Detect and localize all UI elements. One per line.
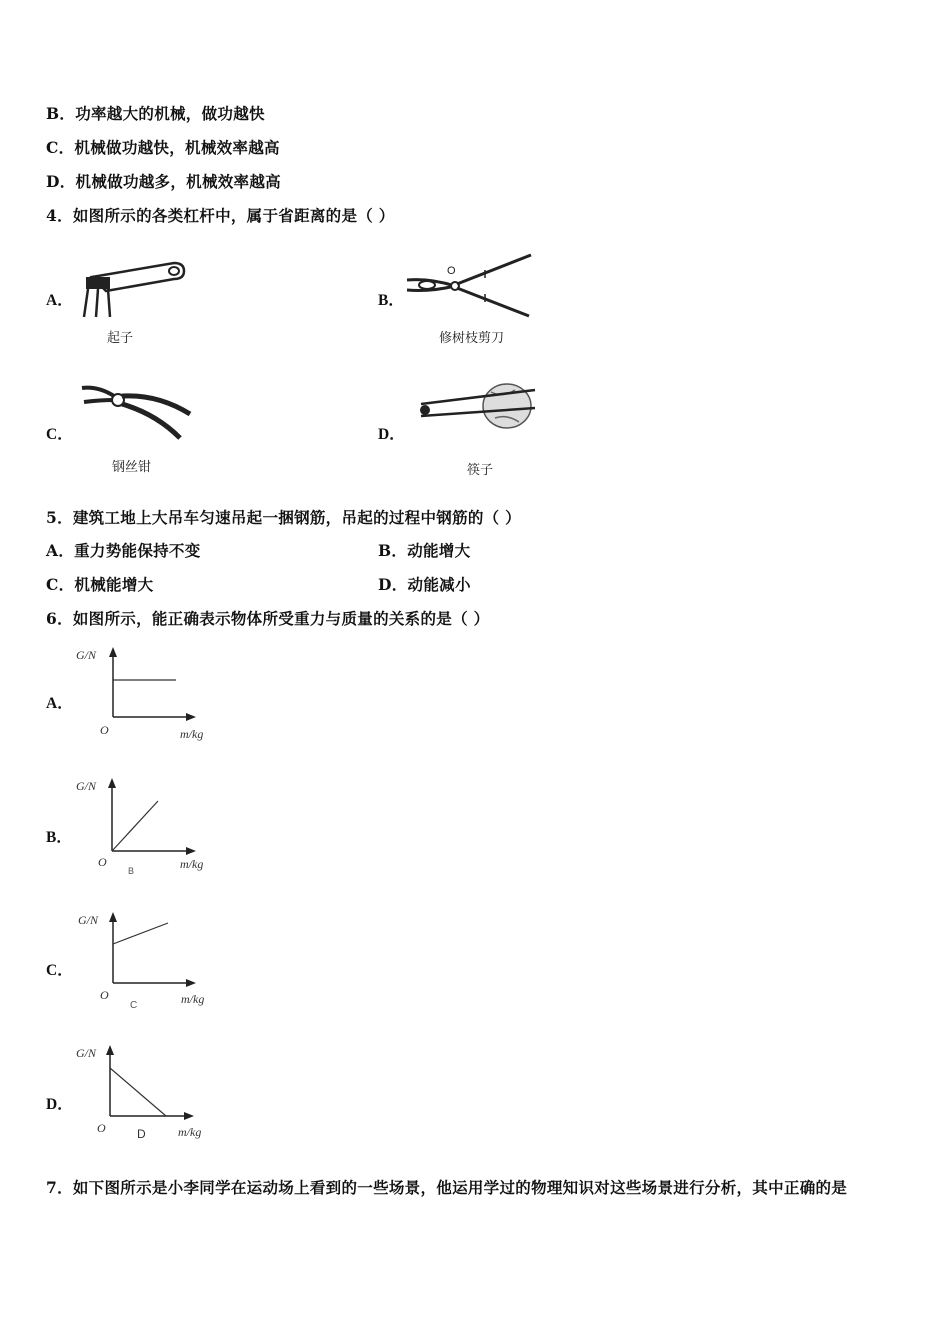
q6-option-d-letter: D． xyxy=(46,1096,73,1113)
q6-stem: 6．如图所示，能正确表示物体所受重力与质量的关系的是（ ） xyxy=(46,609,490,628)
q3-option-b: B．功率越大的机械，做功越快 xyxy=(46,104,265,123)
graph-b-sub-label: B xyxy=(128,866,135,876)
pruning-shears-figure xyxy=(405,250,535,320)
graph-c xyxy=(70,910,220,1010)
q6-option-b-letter: B． xyxy=(46,829,72,846)
graph-b-x-label: m/kg xyxy=(180,857,204,871)
graph-b-origin: O xyxy=(98,855,107,869)
q4-option-a-caption: 起子 xyxy=(107,331,134,346)
q5-option-b: B．动能增大 xyxy=(378,541,471,560)
q4-option-a-letter: A． xyxy=(46,292,73,309)
graph-d-origin: O xyxy=(97,1121,106,1135)
q5-option-c: C．机械能增大 xyxy=(46,575,154,594)
graph-a-x-label: m/kg xyxy=(180,727,204,741)
q4-option-b-letter: B． xyxy=(378,292,404,309)
q5-option-a: A．重力势能保持不变 xyxy=(46,541,201,560)
graph-c-sub-label: C xyxy=(130,1000,138,1010)
graph-d-x-label: m/kg xyxy=(178,1125,202,1139)
graph-c-origin: O xyxy=(100,988,109,1002)
graph-a-y-label: G/N xyxy=(76,648,97,662)
graph-d-y-label: G/N xyxy=(76,1046,97,1060)
chopsticks-figure xyxy=(415,378,540,438)
q3-option-c: C．机械做功越快，机械效率越高 xyxy=(46,138,280,157)
q5-option-d: D．动能减小 xyxy=(378,575,471,594)
q6-option-c-letter: C． xyxy=(46,962,73,979)
q3-option-d: D．机械做功越多，机械效率越高 xyxy=(46,172,281,191)
bottle-opener-figure xyxy=(78,255,188,320)
graph-d-sub-label: D xyxy=(137,1127,146,1141)
graph-c-y-label: G/N xyxy=(78,913,99,927)
svg-text:O: O xyxy=(447,265,456,277)
graph-a xyxy=(70,645,220,745)
q4-option-c-letter: C． xyxy=(46,426,73,443)
pliers-figure xyxy=(78,380,198,445)
q4-option-c-caption: 钢丝钳 xyxy=(112,460,152,475)
graph-d xyxy=(70,1043,220,1143)
q4-option-d-letter: D． xyxy=(378,426,405,443)
q6-option-a-letter: A． xyxy=(46,695,73,712)
q4-option-b-caption: 修树枝剪刀 xyxy=(439,331,505,346)
graph-a-origin: O xyxy=(100,723,109,737)
graph-b xyxy=(70,776,220,876)
q7-stem: 7．如下图所示是小李同学在运动场上看到的一些场景，他运用学过的物理知识对这些场景进行分析，其中正确的是 xyxy=(46,1178,848,1197)
q5-stem: 5．建筑工地上大吊车匀速吊起一捆钢筋，吊起的过程中钢筋的（ ） xyxy=(46,508,521,527)
q4-stem: 4．如图所示的各类杠杆中，属于省距离的是（ ） xyxy=(46,206,395,225)
q4-option-d-caption: 筷子 xyxy=(467,463,494,478)
graph-c-x-label: m/kg xyxy=(181,992,205,1006)
graph-b-y-label: G/N xyxy=(76,779,97,793)
